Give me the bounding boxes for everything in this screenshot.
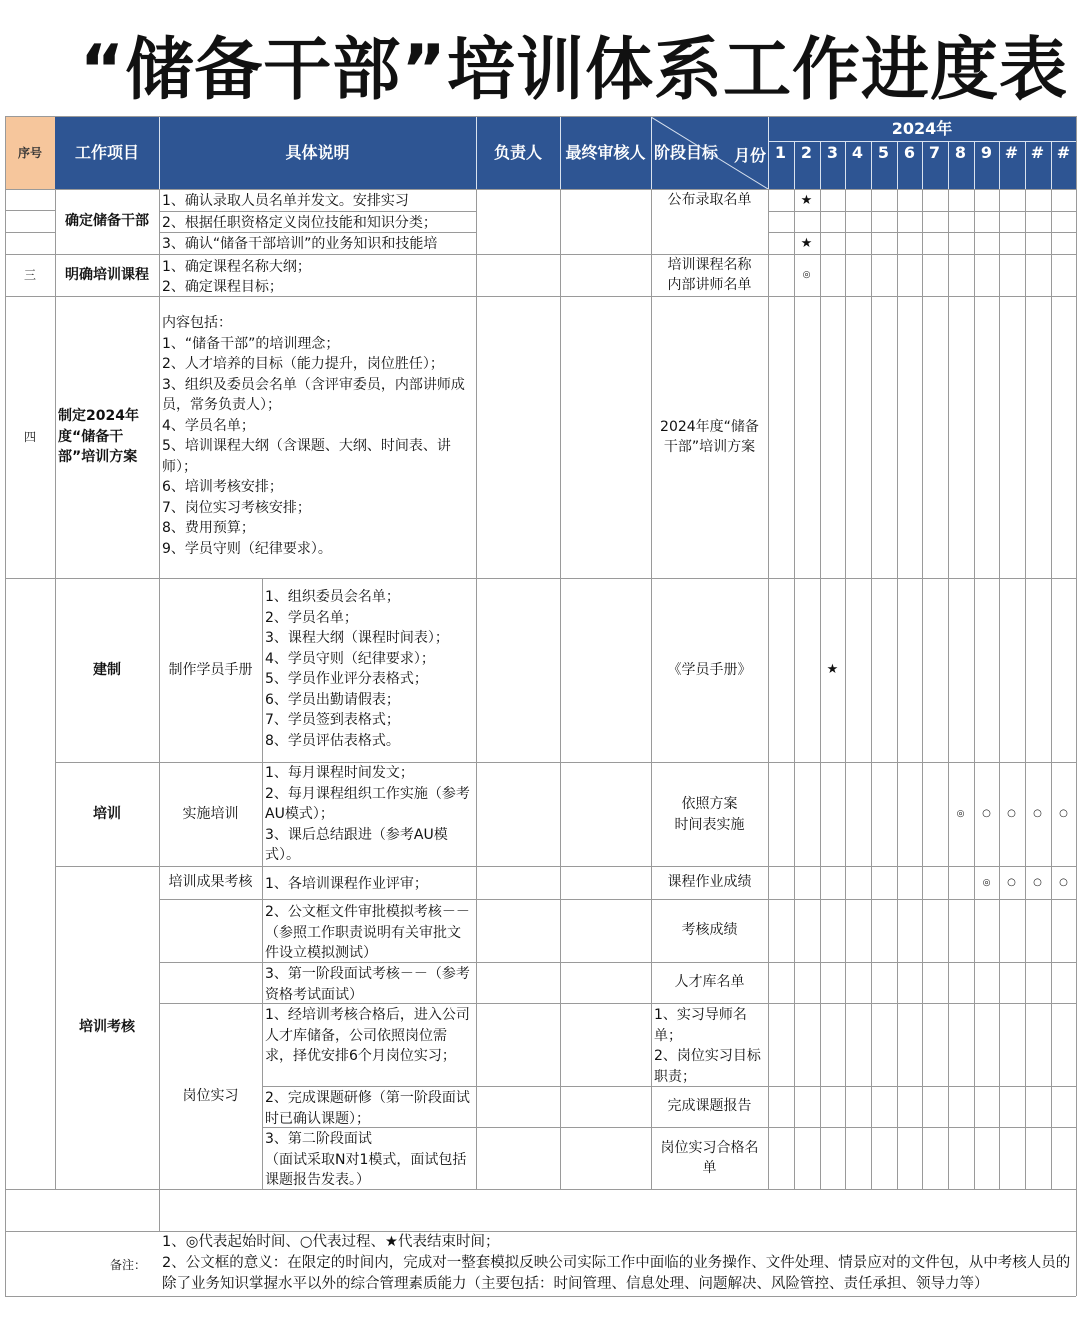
month-2: 2 <box>800 142 813 162</box>
row5-goal: 《学员手册》 <box>667 661 752 678</box>
row5-line-3: 4、学员守则（纪律要求）； <box>265 650 435 667</box>
row5-line-1: 2、学员名单； <box>265 609 358 626</box>
row5-line-0: 1、组织委员会名单； <box>265 589 400 605</box>
row6-process-mark-1: ○ <box>982 808 991 819</box>
row7-b2: 2、完成课题研修（第一阶段面试时已确认课题）； <box>265 1090 470 1127</box>
row3-goal-1: 培训课程名称 <box>667 257 752 274</box>
month-1: 1 <box>774 142 787 162</box>
row4-goal: 2024年度“储备干部”培训方案 <box>660 418 759 455</box>
row3-item: 明确培训课程 <box>65 266 149 283</box>
notes-label: 备注： <box>110 1258 147 1272</box>
month-12: # <box>1056 142 1071 162</box>
row7-process-mark-1: ○ <box>1007 877 1016 888</box>
header-diagonal-divider <box>651 117 768 189</box>
row1-line3: 3、确认“储备干部培训”的业务知识和技能培 <box>162 236 438 252</box>
month-10: # <box>1004 142 1019 162</box>
row7-b3: 3、第二阶段面试 （面试采取N对1模式，面试包括课题报告发表。） <box>265 1131 467 1188</box>
row4-line-4: 4、学员名单； <box>162 417 255 434</box>
month-6: 6 <box>903 142 916 162</box>
row7-a3: 3、第一阶段面试考核－－（参考资格考试面试） <box>265 966 470 1003</box>
row5-line-6: 7、学员签到表格式； <box>265 712 400 728</box>
row6-line-0: 1、每月课程时间发文； <box>265 765 414 781</box>
row6-start-mark: ◎ <box>956 809 965 819</box>
row5-item: 建制 <box>93 661 121 678</box>
row7-process-mark-3: ○ <box>1059 877 1068 888</box>
row6-goal-1: 依照方案 <box>681 796 738 813</box>
row7-start-mark: ◎ <box>982 878 991 888</box>
row7-sub-b: 岗位实习 <box>182 1087 239 1104</box>
row4-line-8: 8、费用预算； <box>162 520 255 536</box>
row7-item: 培训考核 <box>79 1019 135 1036</box>
row5-line-4: 5、学员作业评分表格式； <box>265 671 428 687</box>
month-8: 8 <box>954 142 967 162</box>
row4-line-1: 1、“储备干部”的培训理念； <box>162 335 340 352</box>
notes-line2: 2、公文框的意义：在限定的时间内，完成对一整套模拟反映公司实际工作中面临的业务操作、文件处理、情景应对的文件包，从中考核人员的除了业务知识掌握水平以外的综合管理素质能力（主要包括：时间管理、信息处理、问题解决、风险管控、责任承担、领导力等） <box>162 1255 1071 1292</box>
row6-desc <box>262 763 476 866</box>
row6-line-1: 2、每月课程组织工作实施（参考AU模式）； <box>265 785 470 822</box>
row6-goal-2: 时间表实施 <box>674 817 745 834</box>
row4-line-0: 内容包括： <box>162 315 232 331</box>
row7-a2: 2、公文框文件审批模拟考核－－（参照工作职责说明有关审批文件设立模拟测试） <box>265 904 470 961</box>
row1-line1: 1、确认录取人员名单并发文。安排实习 <box>162 193 409 209</box>
row4-line-6: 6、培训考核安排； <box>162 479 283 495</box>
row7-g3: 人才库名单 <box>674 974 745 991</box>
row3-line2: 2、确定课程目标； <box>162 279 283 295</box>
row5-line-7: 8、学员评估表格式。 <box>265 732 400 749</box>
row6-process-mark-4: ○ <box>1059 808 1068 819</box>
row1-line2: 2、根据任职资格定义岗位技能和知识分类； <box>162 215 437 231</box>
header-stage: 阶段目标 <box>654 143 719 162</box>
month-9: 9 <box>980 142 993 162</box>
row6-process-mark-3: ○ <box>1033 808 1042 819</box>
row5-end-star: ★ <box>826 662 839 677</box>
row7-sub-a: 培训成果考核 <box>168 874 253 891</box>
row1-end-star-2: ★ <box>800 236 813 251</box>
header-year: 2024年 <box>891 118 953 138</box>
header-reviewer: 最终审核人 <box>565 142 646 162</box>
row4-line-5: 5、培训课程大纲（含课题、大纲、时间表、讲师）； <box>162 438 451 475</box>
row5-desc <box>262 587 476 757</box>
row7-gb3: 岗位实习合格名单 <box>660 1139 759 1176</box>
page-title: “储备干部”培训体系工作进度表 <box>79 31 1068 110</box>
month-3: 3 <box>826 142 839 162</box>
month-5: 5 <box>877 142 890 162</box>
header-desc: 具体说明 <box>285 142 350 162</box>
row3-goal-2: 内部讲师名单 <box>667 277 752 294</box>
header-month: 月份 <box>734 146 767 165</box>
row4-line-7: 7、岗位实习考核安排； <box>162 499 311 516</box>
row5-sub: 制作学员手册 <box>168 661 253 678</box>
header-owner: 负责人 <box>493 142 542 162</box>
month-7: 7 <box>928 142 941 162</box>
row1-end-star: ★ <box>800 193 813 208</box>
row4-seq: 四 <box>23 429 36 444</box>
row7-g1: 课程作业成绩 <box>667 874 752 891</box>
row7-gb1: 1、实习导师名单； 2、岗位实习目标职责； <box>654 1007 761 1085</box>
month-4: 4 <box>851 142 864 162</box>
row3-seq: 三 <box>23 267 36 282</box>
row3-line1: 1、确定课程名称大纲； <box>162 259 311 275</box>
row1-item: 确定储备干部 <box>65 213 149 230</box>
row5-line-5: 6、学员出勤请假表； <box>265 691 400 708</box>
row3-start-mark: ◎ <box>802 270 811 280</box>
row7-gb2: 完成课题报告 <box>667 1098 752 1115</box>
row4-line-3: 3、组织及委员会名单（含评审委员，内部讲师成员，常务负责人）； <box>162 376 465 413</box>
notes-line1: 1、◎代表起始时间、○代表过程、★代表结束时间； <box>162 1234 500 1250</box>
row4-item: 制定2024年度“储备干部”培训方案 <box>58 408 139 466</box>
header-item: 工作项目 <box>74 142 139 162</box>
row6-sub: 实施培训 <box>182 805 239 822</box>
row7-process-mark-2: ○ <box>1033 877 1042 888</box>
row4-desc <box>159 313 476 568</box>
row6-item: 培训 <box>93 805 121 822</box>
row6-line-2: 3、课后总结跟进（参考AU模式）。 <box>265 826 448 863</box>
header-seq: 序号 <box>17 145 42 160</box>
row5-line-2: 3、课程大纲（课程时间表）； <box>265 630 449 646</box>
row4-line-2: 2、人才培养的目标（能力提升，岗位胜任）； <box>162 356 444 372</box>
row7-a1: 1、各培训课程作业评审； <box>265 876 428 892</box>
month-11: # <box>1030 142 1045 162</box>
row4-line-9: 9、学员守则（纪律要求）。 <box>162 540 332 557</box>
row7-g2: 考核成绩 <box>681 922 738 939</box>
row7-b1: 1、经培训考核合格后，进入公司人才库储备，公司依照岗位需求，择优安排6个月岗位实习； <box>265 1007 470 1064</box>
row1-goal: 公布录取名单 <box>667 191 752 208</box>
row6-process-mark-2: ○ <box>1007 808 1016 819</box>
